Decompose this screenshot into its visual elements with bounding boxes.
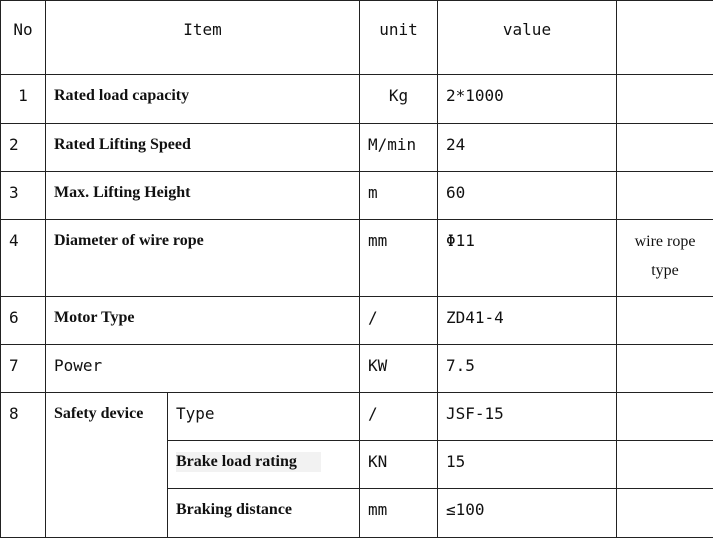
row-unit: Kg (360, 75, 438, 124)
row-no: 3 (1, 172, 46, 220)
table-row (1, 172, 713, 220)
row-value: Φ11 (438, 220, 617, 297)
row-note (617, 441, 713, 489)
safety-no: 8 (1, 393, 46, 538)
safety-subitem: Type (168, 393, 360, 441)
row-note (617, 393, 713, 441)
row-value: 60 (438, 172, 617, 220)
safety-item: Safety device (46, 393, 168, 538)
row-value: 2*1000 (438, 75, 617, 124)
row-item: Power (46, 345, 360, 393)
row-item: Diameter of wire rope (46, 220, 360, 297)
table-row (1, 124, 713, 172)
row-unit: KN (360, 441, 438, 489)
header-row (1, 1, 713, 75)
row-value: 24 (438, 124, 617, 172)
table-row (1, 393, 713, 441)
table-row (1, 75, 713, 124)
row-note (617, 345, 713, 393)
row-unit: M/min (360, 124, 438, 172)
header-no: No (1, 1, 46, 75)
row-item: Rated Lifting Speed (46, 124, 360, 172)
row-note (617, 124, 713, 172)
row-item: Max. Lifting Height (46, 172, 360, 220)
row-unit: mm (360, 220, 438, 297)
row-no: 1 (1, 75, 46, 124)
row-unit: / (360, 297, 438, 345)
row-no: 6 (1, 297, 46, 345)
table-row (1, 345, 713, 393)
header-item: Item (46, 1, 360, 75)
row-item: Rated load capacity (46, 75, 360, 124)
row-no: 2 (1, 124, 46, 172)
row-unit: m (360, 172, 438, 220)
row-note (617, 172, 713, 220)
row-value: 15 (438, 441, 617, 489)
note-line-1: wire rope (635, 233, 696, 250)
row-value: JSF-15 (438, 393, 617, 441)
header-value: value (438, 1, 617, 75)
safety-subitem: Brake load rating (168, 441, 360, 489)
row-value: 7.5 (438, 345, 617, 393)
header-unit: unit (360, 1, 438, 75)
row-no: 7 (1, 345, 46, 393)
row-unit: / (360, 393, 438, 441)
row-item: Motor Type (46, 297, 360, 345)
row-unit: KW (360, 345, 438, 393)
safety-subitem: Braking distance (168, 489, 360, 538)
row-note (617, 489, 713, 538)
row-note (617, 297, 713, 345)
note-line-2: type (651, 262, 679, 279)
row-note (617, 75, 713, 124)
row-value: ZD41-4 (438, 297, 617, 345)
row-no: 4 (1, 220, 46, 297)
row-unit: mm (360, 489, 438, 538)
table-row (1, 297, 713, 345)
table-row (1, 220, 713, 297)
header-note (617, 1, 713, 75)
row-note (617, 220, 713, 297)
row-value: ≤100 (438, 489, 617, 538)
